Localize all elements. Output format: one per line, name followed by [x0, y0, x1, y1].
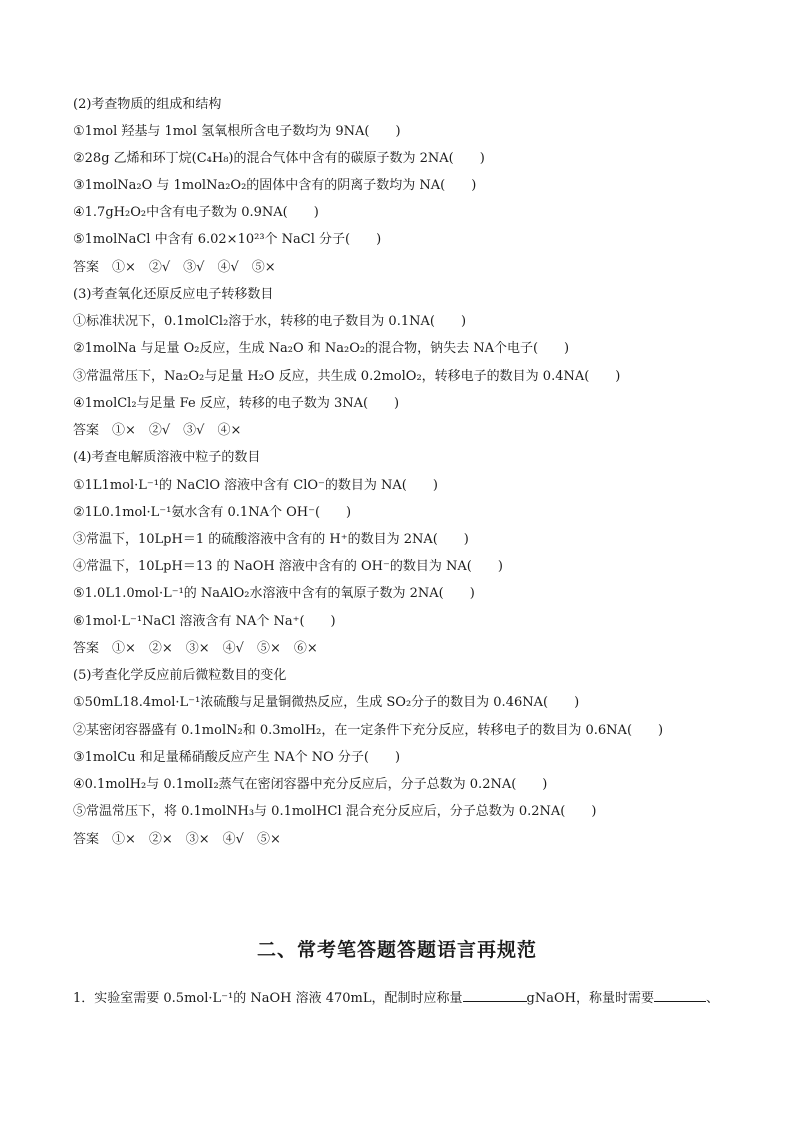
item-2-1: ①1mol 羟基与 1mol 氢氧根所含电子数均为 9NA( )	[73, 124, 401, 139]
item-2-2: ②28g 乙烯和环丁烷(C₄H₈)的混合气体中含有的碳原子数为 2NA( )	[73, 151, 485, 166]
item-4-6: ⑥1mol·L⁻¹NaCl 溶液含有 NA个 Na⁺( )	[73, 614, 336, 629]
section-title: 二、常考笔答题答题语言再规范	[256, 939, 537, 961]
answer-blank-2[interactable]	[654, 988, 706, 1002]
question-1-text-c: 、	[705, 991, 719, 1006]
item-5-4: ④0.1molH₂与 0.1molI₂蒸气在密闭容器中充分反应后，分子总数为 0.2NA( )	[73, 777, 548, 792]
question-1	[73, 988, 719, 1008]
answer-5: 答案 ①× ②× ③× ④√ ⑤×	[73, 832, 281, 847]
item-5-3: ③1molCu 和足量稀硝酸反应产生 NA个 NO 分子( )	[73, 750, 401, 765]
answer-2: 答案 ①× ②√ ③√ ④√ ⑤×	[73, 260, 276, 275]
item-4-3: ③常温下，10LpH＝1 的硫酸溶液中含有的 H⁺的数目为 2NA( )	[73, 532, 469, 547]
question-1-text-b: gNaOH，称量时需要	[526, 991, 654, 1006]
item-4-4: ④常温下，10LpH＝13 的 NaOH 溶液中含有的 OH⁻的数目为 NA( )	[73, 559, 503, 574]
item-3-2: ②1molNa 与足量 O₂反应，生成 Na₂O 和 Na₂O₂的混合物，钠失去 NA个电子( )	[73, 341, 570, 356]
item-3-4: ④1molCl₂与足量 Fe 反应，转移的电子数为 3NA( )	[73, 396, 400, 411]
section-heading-3: (3)考查氧化还原反应电子转移数目	[73, 287, 274, 302]
item-5-5: ⑤常温常压下，将 0.1molNH₃与 0.1molHCl 混合充分反应后，分子总数为 0.2NA( )	[73, 804, 597, 819]
answer-4: 答案 ①× ②× ③× ④√ ⑤× ⑥×	[73, 641, 318, 656]
section-heading-4: (4)考查电解质溶液中粒子的数目	[73, 450, 261, 465]
question-1-text-a: 1．实验室需要 0.5mol·L⁻¹的 NaOH 溶液 470mL，配制时应称量	[73, 991, 463, 1006]
answer-blank-1[interactable]	[463, 988, 527, 1002]
answer-3: 答案 ①× ②√ ③√ ④×	[73, 423, 242, 438]
item-5-1: ①50mL18.4mol·L⁻¹浓硫酸与足量铜微热反应，生成 SO₂分子的数目为 0.46NA( )	[73, 695, 580, 710]
section-heading-2: (2)考查物质的组成和结构	[73, 97, 222, 112]
section-heading-5: (5)考查化学反应前后微粒数目的变化	[73, 668, 287, 683]
item-4-1: ①1L1mol·L⁻¹的 NaClO 溶液中含有 ClO⁻的数目为 NA( )	[73, 478, 438, 493]
item-2-3: ③1molNa₂O 与 1molNa₂O₂的固体中含有的阴离子数均为 NA( )	[73, 178, 477, 193]
item-2-4: ④1.7gH₂O₂中含有电子数为 0.9NA( )	[73, 205, 319, 220]
item-5-2: ②某密闭容器盛有 0.1molN₂和 0.3molH₂，在一定条件下充分反应，转移电子的数目为 0.6NA( )	[73, 723, 664, 738]
item-3-3: ③常温常压下，Na₂O₂与足量 H₂O 反应，共生成 0.2molO₂，转移电子的数目为 0.4NA( )	[73, 369, 621, 384]
item-4-2: ②1L0.1mol·L⁻¹氨水含有 0.1NA个 OH⁻( )	[73, 505, 352, 520]
item-3-1: ①标准状况下，0.1molCl₂溶于水，转移的电子数目为 0.1NA( )	[73, 314, 467, 329]
item-4-5: ⑤1.0L1.0mol·L⁻¹的 NaAlO₂水溶液中含有的氧原子数为 2NA( )	[73, 586, 475, 601]
item-2-5: ⑤1molNaCl 中含有 6.02×10²³个 NaCl 分子( )	[73, 232, 382, 247]
